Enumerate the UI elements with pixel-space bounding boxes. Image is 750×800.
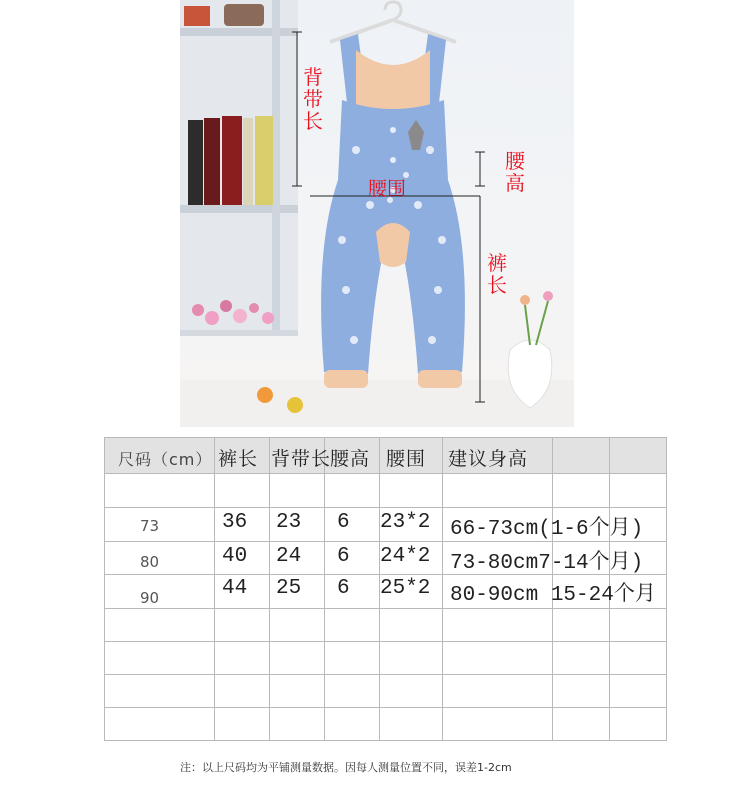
waist-height-cell: 6: [337, 545, 350, 568]
suggested-height-cell: 73-80cm7-14个月): [450, 552, 644, 575]
header-waist-height: 腰高: [330, 448, 371, 470]
shelf: [180, 0, 298, 336]
waist-height-cell: 6: [337, 577, 350, 600]
header-pants-length: 裤长: [218, 448, 259, 470]
product-photo: [180, 0, 574, 427]
header-suggested-height: 建议身高: [448, 448, 529, 470]
waist-circumference-cell: 23*2: [380, 511, 431, 534]
pants-length-cell: 36: [222, 511, 248, 534]
waist-height-cell: 6: [337, 511, 350, 534]
header-size: 尺码（cm）: [118, 450, 213, 469]
label-pants-length: 裤长: [487, 251, 507, 297]
header-strap-length: 背带长: [271, 448, 332, 470]
strap-length-cell: 23: [276, 511, 302, 534]
pants-length-cell: 40: [222, 545, 248, 568]
size-cell: 73: [140, 517, 160, 535]
strap-length-cell: 24: [276, 545, 302, 568]
overalls: [321, 34, 465, 388]
measurement-note: 注：以上尺码均为平铺测量数据。因每人测量位置不同，误差1-2cm: [180, 761, 512, 774]
label-strap-length: 背带长: [303, 65, 323, 133]
hanger: [330, 2, 456, 42]
label-waist-height: 腰高: [505, 149, 525, 195]
pants-length-cell: 44: [222, 577, 248, 600]
suggested-height-cell: 66-73cm(1-6个月): [450, 518, 644, 541]
strap-length-cell: 25: [276, 577, 302, 600]
size-table: [104, 437, 667, 741]
suggested-height-cell: 80-90cm 15-24个月: [450, 584, 656, 607]
overalls-illustration: [180, 0, 574, 427]
label-waist-circumference: 腰围: [368, 178, 407, 200]
size-cell: 80: [140, 553, 160, 571]
size-cell: 90: [140, 589, 160, 607]
waist-circumference-cell: 24*2: [380, 545, 431, 568]
waist-circumference-cell: 25*2: [380, 577, 431, 600]
header-waist-circumference: 腰围: [386, 448, 427, 470]
